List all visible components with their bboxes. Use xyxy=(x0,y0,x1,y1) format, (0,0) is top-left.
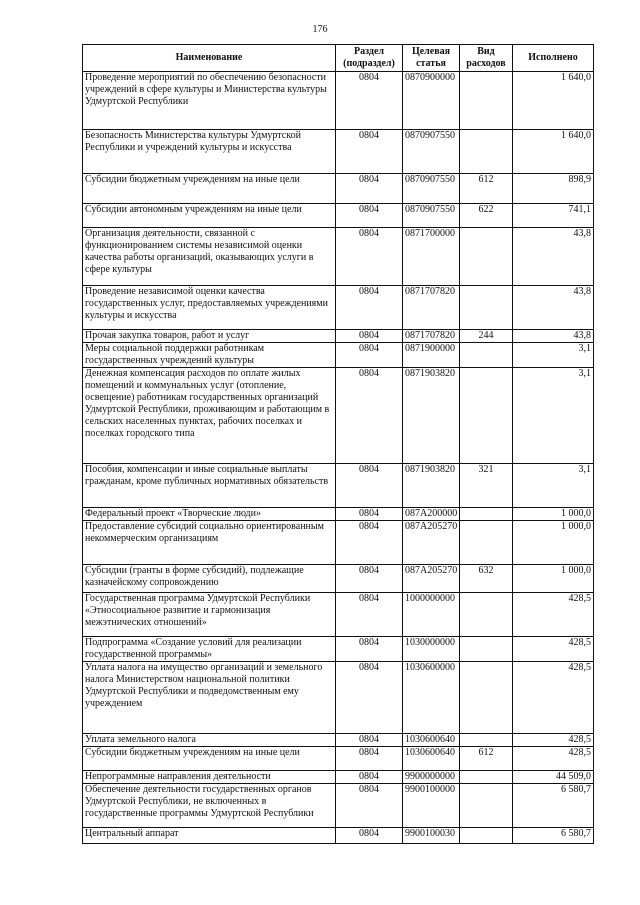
row-target-cell: 0871903820 xyxy=(403,368,460,464)
row-expense-type-cell: 321 xyxy=(460,464,513,508)
row-amount-cell: 898,9 xyxy=(513,174,594,204)
row-section-cell: 0804 xyxy=(336,228,403,286)
table-row xyxy=(83,662,594,734)
table-row xyxy=(83,464,594,508)
table-row xyxy=(83,734,594,747)
row-name-cell: Обеспечение деятельности государственных органов Удмуртской Республики, не включенных в государственные программы Удмуртской Республики xyxy=(83,784,336,828)
row-name-cell: Субсидии (гранты в форме субсидий), подлежащие казначейскому сопровождению xyxy=(83,565,336,593)
header-name: Наименование xyxy=(83,45,336,72)
header-target: Целевая статья xyxy=(403,45,460,72)
header-section: Раздел (подраздел) xyxy=(336,45,403,72)
row-expense-type-cell xyxy=(460,286,513,330)
row-target-cell: 087A205270 xyxy=(403,565,460,593)
row-expense-type-cell xyxy=(460,72,513,130)
header-executed: Исполнено xyxy=(513,45,594,72)
row-section-cell: 0804 xyxy=(336,174,403,204)
row-section-cell: 0804 xyxy=(336,734,403,747)
row-target-cell: 087A205270 xyxy=(403,521,460,565)
table-row xyxy=(83,784,594,828)
row-amount-cell: 428,5 xyxy=(513,734,594,747)
row-section-cell: 0804 xyxy=(336,784,403,828)
row-expense-type-cell xyxy=(460,343,513,368)
table-row xyxy=(83,330,594,343)
row-expense-type-cell: 632 xyxy=(460,565,513,593)
table-body xyxy=(83,72,594,844)
row-target-cell: 0871707820 xyxy=(403,330,460,343)
row-section-cell: 0804 xyxy=(336,343,403,368)
budget-table xyxy=(82,44,594,844)
row-expense-type-cell: 612 xyxy=(460,174,513,204)
row-amount-cell: 428,5 xyxy=(513,662,594,734)
row-target-cell: 1030600640 xyxy=(403,747,460,771)
row-name-cell: Непрограммные направления деятельности xyxy=(83,771,336,784)
row-section-cell: 0804 xyxy=(336,593,403,637)
header-expense-type: Вид расходов xyxy=(460,45,513,72)
row-amount-cell: 428,5 xyxy=(513,593,594,637)
row-amount-cell: 1 000,0 xyxy=(513,565,594,593)
row-amount-cell: 3,1 xyxy=(513,343,594,368)
table-row xyxy=(83,747,594,771)
row-amount-cell: 1 640,0 xyxy=(513,72,594,130)
row-expense-type-cell xyxy=(460,662,513,734)
table-row xyxy=(83,228,594,286)
row-name-cell: Проведение независимой оценки качества государственных услуг, предоставляемых учреждениями культуры и искусства xyxy=(83,286,336,330)
row-section-cell: 0804 xyxy=(336,508,403,521)
row-target-cell: 0870900000 xyxy=(403,72,460,130)
row-amount-cell: 43,8 xyxy=(513,228,594,286)
row-target-cell: 0871903820 xyxy=(403,464,460,508)
table-row xyxy=(83,828,594,844)
row-amount-cell: 428,5 xyxy=(513,637,594,662)
table-row xyxy=(83,72,594,130)
row-target-cell: 9900000000 xyxy=(403,771,460,784)
table-row xyxy=(83,130,594,174)
row-name-cell: Центральный аппарат xyxy=(83,828,336,844)
table-row xyxy=(83,565,594,593)
row-name-cell: Денежная компенсация расходов по оплате жилых помещений и коммунальных услуг (отопление, освещение) работникам государственных организаций Удмуртской Республики, проживающим и работающим в сельских населенных пунктах, рабочих поселках и поселках городского типа xyxy=(83,368,336,464)
row-amount-cell: 43,8 xyxy=(513,286,594,330)
row-target-cell: 0871700000 xyxy=(403,228,460,286)
row-section-cell: 0804 xyxy=(336,286,403,330)
row-name-cell: Уплата земельного налога xyxy=(83,734,336,747)
row-amount-cell: 6 580,7 xyxy=(513,828,594,844)
row-expense-type-cell xyxy=(460,771,513,784)
table-row xyxy=(83,286,594,330)
row-section-cell: 0804 xyxy=(336,565,403,593)
table-row xyxy=(83,174,594,204)
row-target-cell: 9900100030 xyxy=(403,828,460,844)
table-row xyxy=(83,508,594,521)
row-section-cell: 0804 xyxy=(336,330,403,343)
row-name-cell: Подпрограмма «Создание условий для реализации государственной программы» xyxy=(83,637,336,662)
row-section-cell: 0804 xyxy=(336,771,403,784)
row-expense-type-cell: 622 xyxy=(460,204,513,228)
row-name-cell: Проведение мероприятий по обеспечению безопасности учреждений в сфере культуры и Министерства культуры Удмуртской Республики xyxy=(83,72,336,130)
row-name-cell: Федеральный проект «Творческие люди» xyxy=(83,508,336,521)
row-name-cell: Пособия, компенсации и иные социальные выплаты гражданам, кроме публичных нормативных обязательств xyxy=(83,464,336,508)
row-expense-type-cell xyxy=(460,637,513,662)
row-name-cell: Субсидии бюджетным учреждениям на иные цели xyxy=(83,174,336,204)
row-expense-type-cell xyxy=(460,593,513,637)
page-number: 176 xyxy=(312,24,328,35)
row-section-cell: 0804 xyxy=(336,662,403,734)
row-section-cell: 0804 xyxy=(336,204,403,228)
row-section-cell: 0804 xyxy=(336,464,403,508)
row-expense-type-cell xyxy=(460,734,513,747)
table-row xyxy=(83,593,594,637)
row-target-cell: 0870907550 xyxy=(403,130,460,174)
table-row xyxy=(83,368,594,464)
row-amount-cell: 6 580,7 xyxy=(513,784,594,828)
row-target-cell: 0870907550 xyxy=(403,204,460,228)
row-name-cell: Прочая закупка товаров, работ и услуг xyxy=(83,330,336,343)
table-row xyxy=(83,637,594,662)
table-row xyxy=(83,521,594,565)
row-target-cell: 0871707820 xyxy=(403,286,460,330)
row-section-cell: 0804 xyxy=(336,521,403,565)
row-section-cell: 0804 xyxy=(336,637,403,662)
row-section-cell: 0804 xyxy=(336,72,403,130)
row-section-cell: 0804 xyxy=(336,368,403,464)
row-amount-cell: 3,1 xyxy=(513,368,594,464)
row-amount-cell: 741,1 xyxy=(513,204,594,228)
row-name-cell: Уплата налога на имущество организаций и земельного налога Министерством национальной политики Удмуртской Республики и подведомственным ему учреждением xyxy=(83,662,336,734)
row-expense-type-cell xyxy=(460,368,513,464)
row-section-cell: 0804 xyxy=(336,828,403,844)
row-expense-type-cell xyxy=(460,784,513,828)
row-amount-cell: 3,1 xyxy=(513,464,594,508)
row-expense-type-cell xyxy=(460,508,513,521)
row-expense-type-cell: 612 xyxy=(460,747,513,771)
row-expense-type-cell xyxy=(460,228,513,286)
row-expense-type-cell xyxy=(460,521,513,565)
table-row xyxy=(83,204,594,228)
row-name-cell: Безопасность Министерства культуры Удмуртской Республики и учреждений культуры и искусства xyxy=(83,130,336,174)
row-section-cell: 0804 xyxy=(336,747,403,771)
row-target-cell: 1030600000 xyxy=(403,662,460,734)
table-header-row xyxy=(83,45,594,72)
row-amount-cell: 1 640,0 xyxy=(513,130,594,174)
row-expense-type-cell: 244 xyxy=(460,330,513,343)
row-name-cell: Субсидии автономным учреждениям на иные цели xyxy=(83,204,336,228)
row-amount-cell: 43,8 xyxy=(513,330,594,343)
row-name-cell: Меры социальной поддержки работникам государственных учреждений культуры xyxy=(83,343,336,368)
row-target-cell: 1000000000 xyxy=(403,593,460,637)
row-target-cell: 0870907550 xyxy=(403,174,460,204)
row-expense-type-cell xyxy=(460,130,513,174)
row-target-cell: 087A200000 xyxy=(403,508,460,521)
row-section-cell: 0804 xyxy=(336,130,403,174)
table-row xyxy=(83,771,594,784)
row-amount-cell: 1 000,0 xyxy=(513,521,594,565)
row-target-cell: 0871900000 xyxy=(403,343,460,368)
row-name-cell: Организация деятельности, связанной с функционированием системы независимой оценки качества работы организаций, оказывающих услуги в сфере культуры xyxy=(83,228,336,286)
row-name-cell: Субсидии бюджетным учреждениям на иные цели xyxy=(83,747,336,771)
row-amount-cell: 44 509,0 xyxy=(513,771,594,784)
row-name-cell: Предоставление субсидий социально ориентированным некоммерческим организациям xyxy=(83,521,336,565)
row-target-cell: 1030600640 xyxy=(403,734,460,747)
row-target-cell: 9900100000 xyxy=(403,784,460,828)
row-amount-cell: 1 000,0 xyxy=(513,508,594,521)
row-amount-cell: 428,5 xyxy=(513,747,594,771)
row-name-cell: Государственная программа Удмуртской Республики «Этносоциальное развитие и гармонизация межэтнических отношений» xyxy=(83,593,336,637)
row-target-cell: 1030000000 xyxy=(403,637,460,662)
table-row xyxy=(83,343,594,368)
row-expense-type-cell xyxy=(460,828,513,844)
